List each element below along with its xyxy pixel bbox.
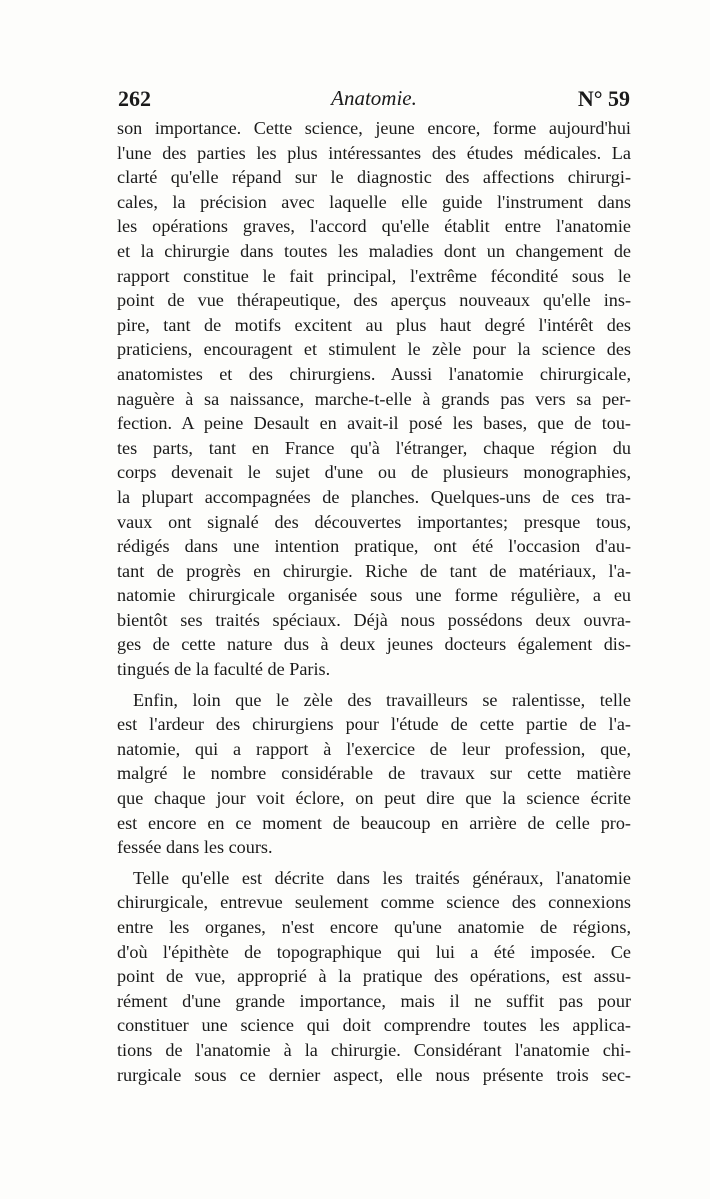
paragraph: [117, 866, 631, 1087]
text-line: rurgicale sous ce dernier aspect, elle nous présente trois sec-: [117, 1064, 631, 1085]
text-line: l'une des parties les plus intéressantes des études médicales. La: [117, 142, 631, 163]
text-line: Enfin, loin que le zèle des travailleurs se ralentisse, telle: [133, 689, 631, 710]
text-line: point de vue thérapeutique, des aperçus nouveaux qu'elle ins-: [117, 290, 631, 311]
text-line: cales, la précision avec laquelle elle guide l'instrument dans: [117, 191, 631, 212]
text-line: est encore en ce moment de beaucoup en arrière de celle pro-: [117, 812, 631, 833]
text-line: pire, tant de motifs excitent au plus haut degré l'intérêt des: [117, 314, 631, 335]
text-line: est l'ardeur des chirurgiens pour l'étude de cette partie de l'a-: [117, 714, 631, 735]
text-line: tant de progrès en chirurgie. Riche de tant de matériaux, l'a-: [117, 560, 631, 581]
text-line: fessée dans les cours.: [117, 837, 273, 858]
text-line: rément d'une grande importance, mais il ne suffit pas pour: [117, 990, 631, 1011]
text-line: la plupart accompagnées de planches. Quelques-uns de ces tra-: [117, 486, 631, 507]
text-line: que chaque jour voit éclore, on peut dire que la science écrite: [117, 788, 631, 809]
text-line: malgré le nombre considérable de travaux sur cette matière: [117, 763, 631, 784]
text-line: anatomistes et des chirurgiens. Aussi l'anatomie chirurgicale,: [117, 363, 631, 384]
paragraph: [117, 688, 631, 860]
text-line: point de vue, approprié à la pratique des opérations, est assu-: [117, 966, 631, 987]
running-title: Anatomie.: [331, 86, 417, 110]
text-line: tingués de la faculté de Paris.: [117, 659, 331, 680]
text-line: tes parts, tant en France qu'à l'étranger, chaque région du: [117, 437, 631, 458]
text-line: son importance. Cette science, jeune encore, forme aujourd'hui: [117, 118, 631, 138]
text-line: chirurgicale, entrevue seulement comme science des connexions: [117, 892, 631, 913]
text-line: naguère à sa naissance, marche-t-elle à grands pas vers sa per-: [117, 388, 631, 409]
text-line: et la chirurgie dans toutes les maladies dont un changement de: [117, 240, 631, 261]
text-line: vaux ont signalé des découvertes importantes; presque tous,: [117, 511, 631, 532]
text-line: ges de cette nature dus à deux jeunes docteurs également dis-: [117, 634, 631, 655]
paragraph: [117, 116, 631, 682]
text-line: fection. A peine Desault en avait-il posé les bases, que de tou-: [117, 413, 631, 434]
text-line: natomie, qui a rapport à l'exercice de leur profession, que,: [117, 738, 631, 759]
text-line: tions de l'anatomie à la chirurgie. Considérant l'anatomie chi-: [117, 1039, 631, 1060]
text-line: d'où l'épithète de topographique qui lui a été imposée. Ce: [117, 941, 631, 962]
text-line: entre les organes, n'est encore qu'une anatomie de régions,: [117, 917, 631, 937]
text-line: Telle qu'elle est décrite dans les traités généraux, l'anatomie: [133, 867, 631, 888]
body-text: [117, 116, 631, 1087]
page-header: [118, 86, 630, 116]
page-number: 262: [118, 86, 151, 111]
text-line: rédigés dans une intention pratique, ont été l'occasion d'au-: [117, 536, 631, 557]
text-line: natomie chirurgicale organisée sous une forme régulière, a eu: [117, 585, 631, 606]
text-line: corps devenait le sujet d'une ou de plusieurs monographies,: [117, 462, 631, 483]
text-line: rapport constitue le fait principal, l'extrême fécondité sous le: [117, 265, 631, 286]
text-line: constituer une science qui doit comprendre toutes les applica-: [117, 1015, 631, 1036]
text-line: clarté qu'elle répand sur le diagnostic des affections chirurgi-: [117, 167, 631, 188]
issue-number: N° 59: [577, 86, 630, 111]
text-line: praticiens, encouragent et stimulent le zèle pour la science des: [117, 339, 631, 360]
text-line: bientôt ses traités spéciaux. Déjà nous possédons deux ouvra-: [117, 609, 631, 630]
text-line: les opérations graves, l'accord qu'elle établit entre l'anatomie: [117, 216, 631, 237]
